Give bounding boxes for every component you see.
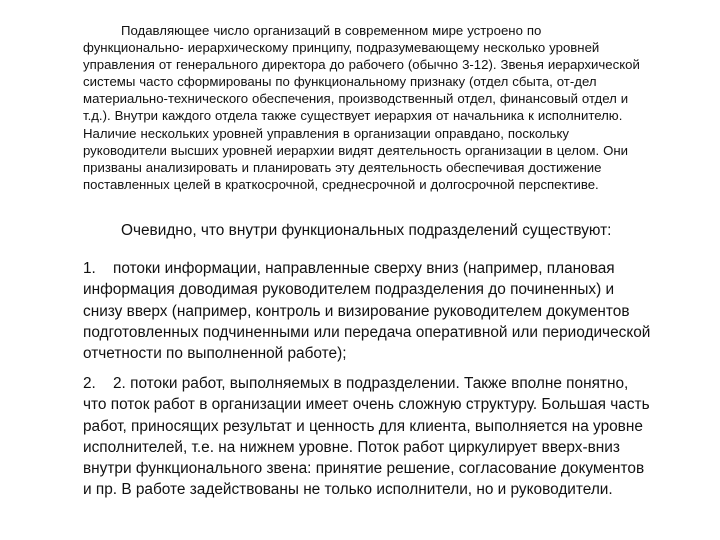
- list-item-text: 2. потоки работ, выполняемых в подразделении. Также вполне понятно, что поток работ в организации имеет очень сложную структуру. Большая часть работ, приносящих результат и ценность для клиента, выполняется на уровне исполнителей, т.е. на нижнем уровне. Поток работ циркулирует вверх-вниз внутри функционального звена: принятие решение, согласование документов и пр. В работе задействованы не только исполнители, но и руководители.: [83, 375, 650, 499]
- list-item-number: 2.: [83, 375, 96, 392]
- lead-paragraph: Очевидно, что внутри функциональных подразделений существуют:: [121, 222, 612, 239]
- list-item-text: потоки информации, направленные сверху вниз (например, плановая информация доводимая руководителем подразделения до починенных) и снизу вверх (например, контроль и визирование руководителем документов подготовленных подчиненными или передача оперативной или периодической отчетности по выполненной работе);: [83, 260, 651, 363]
- intro-paragraph: Подавляющее число организаций в современном мире устроено по функционально- иерархическому принципу, подразумевающему несколько уровней управления от генерального директора до рабочего (обычно 3-12). Звенья иерархической системы часто сформированы по функциональному признаку (отдел сбыта, от-дел материально-технического обеспечения, производственный отдел, финансовый отдел и т.д.). Внутри каждого отдела также существует иерархия от начальника к исполнителю. Наличие нескольких уровней управления в организации оправдано, поскольку руководители высших уровней иерархии видят деятельность организации в целом. Они призваны анализировать и планировать эту деятельность обеспечивая достижение поставленных целей в краткосрочной, среднесрочной и долгосрочной перспективе.: [83, 23, 640, 192]
- list-item: [83, 373, 653, 501]
- list-item: [83, 258, 653, 364]
- list-item-number: 1.: [83, 260, 96, 277]
